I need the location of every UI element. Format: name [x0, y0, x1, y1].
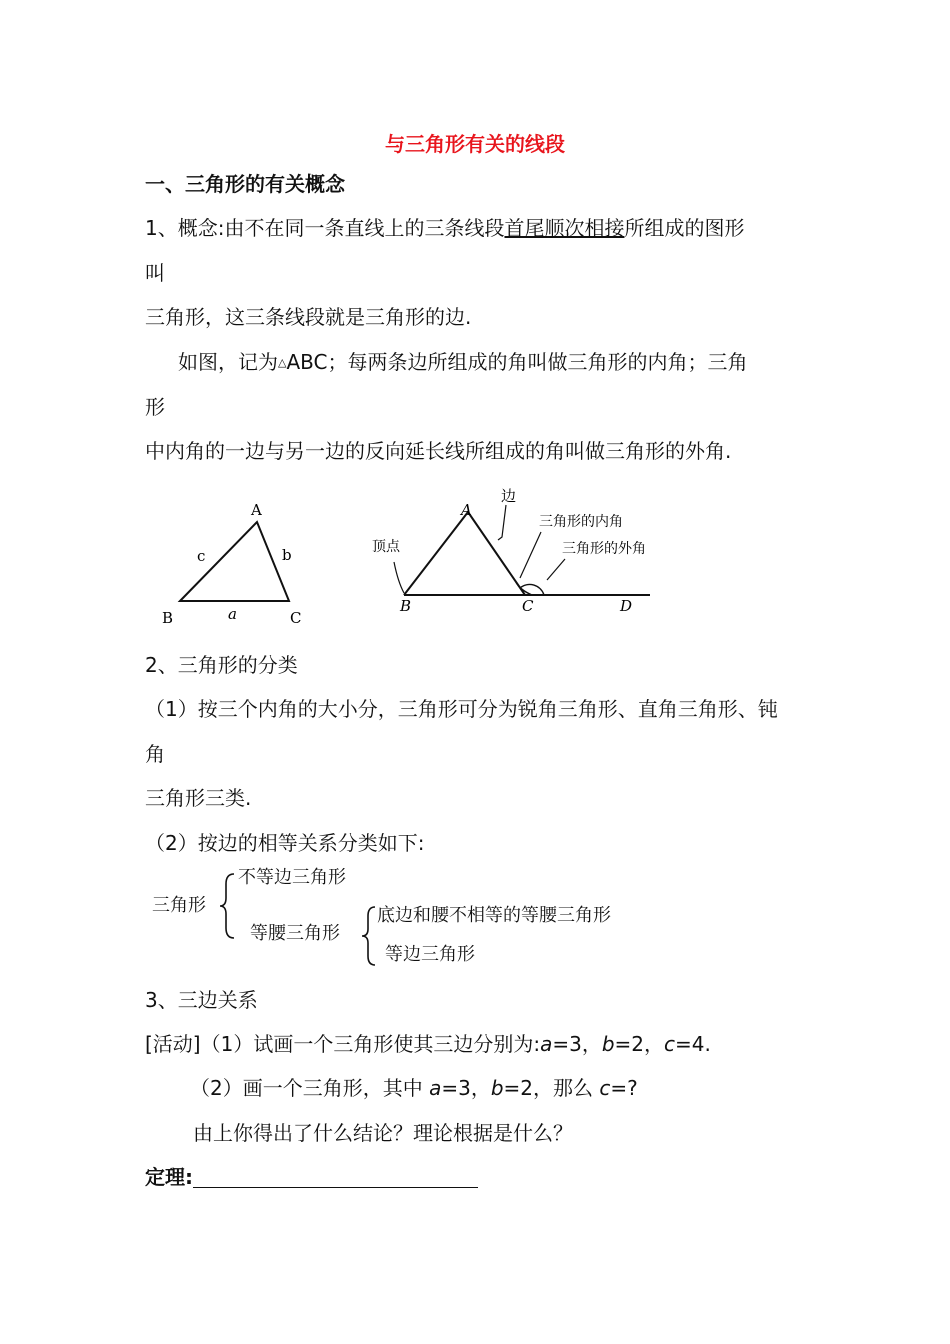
brace-isosceles	[360, 905, 378, 967]
conclusion-question: 由上你得出了什么结论？理论根据是什么？	[193, 1121, 573, 1145]
triangle-sides	[404, 512, 525, 595]
section1-heading: 一、三角形的有关概念	[145, 172, 345, 196]
exterior-angle-label: 三角形的外角	[562, 541, 646, 557]
vertex-b-label: B	[162, 609, 174, 627]
concept-text-b: 所组成的图形	[624, 216, 745, 240]
notation-line-3: 中内角的一边与另一边的反向延长线所组成的角叫做三角形的外角.	[145, 439, 732, 463]
interior-angle-label: 三角形的内角	[539, 514, 623, 530]
classify-angle-line-1: （1）按三个内角的大小分，三角形可分为锐角三角形、直角三角形、钝	[145, 697, 778, 721]
vertex-d-label: D	[620, 597, 633, 615]
side-a-label: a	[228, 605, 237, 623]
activity-line-2	[190, 1074, 638, 1102]
var-b: b	[490, 1076, 504, 1100]
document-title: 与三角形有关的线段	[385, 132, 565, 156]
concept-line-2: 叫	[145, 261, 165, 285]
exterior-pointer	[547, 559, 565, 580]
section3-heading: 3、三边关系	[145, 988, 258, 1012]
classify-angle-line-3: 三角形三类.	[145, 786, 252, 810]
vertex-label: 顶点	[372, 539, 400, 555]
side-c-label: c	[197, 547, 206, 565]
class-isosceles: 等腰三角形	[250, 923, 340, 944]
class-iso-non-equilateral: 底边和腰不相等的等腰三角形	[377, 905, 611, 926]
value-c: =4.	[675, 1032, 711, 1056]
var-c: c	[599, 1076, 611, 1100]
interior-pointer	[520, 532, 541, 578]
classify-angle-line-2: 角	[145, 742, 165, 766]
side-b-label: b	[282, 546, 292, 564]
theorem-label: 定理:	[145, 1165, 193, 1189]
theorem-line	[145, 1163, 478, 1191]
value-a: =3，	[552, 1032, 602, 1056]
value-b: =2，	[614, 1032, 665, 1056]
vertex-c-label: C	[522, 597, 534, 615]
vertex-c-label: C	[290, 609, 302, 627]
class-scalene: 不等边三角形	[238, 867, 346, 888]
concept-line-1	[145, 214, 744, 242]
figure-interior-exterior-angle	[360, 482, 690, 632]
vertex-a-label: A	[251, 501, 262, 519]
activity-1-text: [活动]（1）试画一个三角形使其三边分别为:	[145, 1032, 541, 1056]
value-c: =?	[610, 1076, 638, 1100]
concept-text-a: 1、概念:由不在同一条直线上的三条线段	[145, 216, 505, 240]
var-b: b	[601, 1032, 615, 1056]
notation-line-2: 形	[145, 395, 165, 419]
value-a: =3，	[441, 1076, 491, 1100]
figure-triangle-abc	[150, 495, 320, 635]
triangle-symbol: △	[278, 356, 287, 369]
notation-line-1	[178, 348, 747, 377]
theorem-blank[interactable]	[193, 1165, 478, 1188]
brace-main	[218, 872, 238, 940]
class-root: 三角形	[152, 895, 206, 916]
vertex-b-label: B	[400, 597, 412, 615]
value-b: =2，那么	[503, 1076, 600, 1100]
section2-heading: 2、三角形的分类	[145, 653, 298, 677]
activity-2-text: （2）画一个三角形，其中	[190, 1076, 430, 1100]
concept-line-3: 三角形，这三条线段就是三角形的边.	[145, 305, 472, 329]
class-equilateral: 等边三角形	[385, 944, 475, 965]
notation-text-b: ABC；每两条边所组成的角叫做三角形的内角；三角	[286, 350, 748, 374]
vertex-pointer	[394, 562, 404, 593]
activity-line-1	[145, 1030, 711, 1058]
var-a: a	[540, 1032, 553, 1056]
var-a: a	[429, 1076, 442, 1100]
side-pointer	[498, 505, 506, 540]
classify-side-line: （2）按边的相等关系分类如下:	[145, 831, 425, 855]
side-label: 边	[501, 487, 517, 505]
notation-text-a: 如图，记为	[178, 350, 278, 374]
concept-underlined-term: 首尾顺次相接	[504, 216, 625, 240]
vertex-a-label: A	[461, 501, 472, 519]
var-c: c	[664, 1032, 676, 1056]
